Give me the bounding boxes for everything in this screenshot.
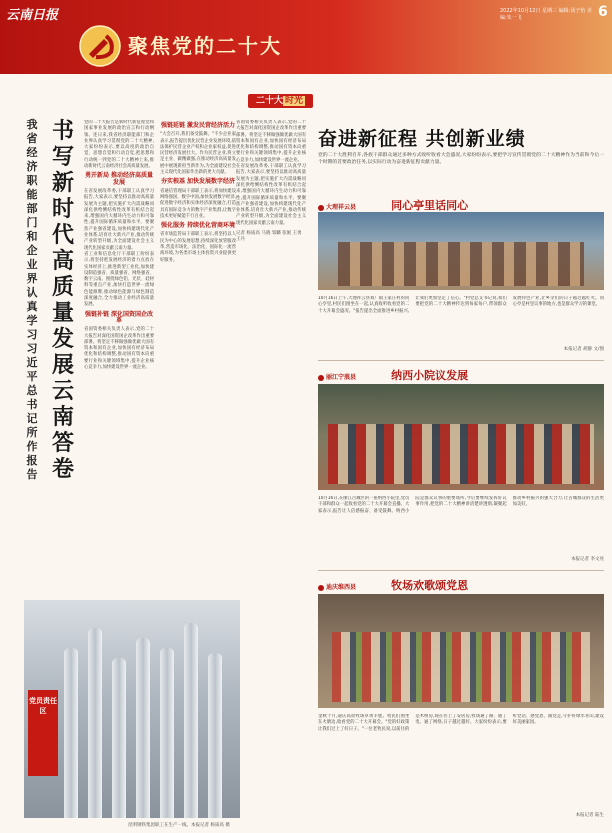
story-text: 10月16日,在丽江古城区的一座纳西小院里,党员干部和群众一起收看党的二十大开幕会直播。大家表示,报告让人倍感振奋、备受鼓舞。纳西小院是群众议事的重要场所,今后要继续发挥好议事作用,把党的二十大精神讲清楚讲透彻,凝聚起推动乡村振兴的强大合力,让古城群众的生活更加美好。	[318, 496, 604, 514]
story-title: 牧场欢歌颂党恩	[391, 579, 469, 592]
location-pin-icon	[318, 375, 324, 381]
article-paragraph: 省工业和信息化厅干部职工纷纷表示,将坚持把发展经济的着力点放在实体经济上,推进新型工业化,加快建设制造强省、质量强省、网络强省、数字云南。围绕绿色铝、光伏、硅材料等重点产业,加快打造世界一流绿色能源牌,推动绿色能源与绿色制造深度融合,全力推动工业经济高质量发展。	[84, 251, 154, 308]
article-column-1	[84, 120, 154, 590]
story-byline: 本报记者 李文亮	[571, 557, 604, 562]
article-paragraph: 省国资委相关负责人表示,党的二十大报告对深化国资国企改革作出重要部署。将坚定不移做强做优做大国有资本和国有企业,加快国有经济布局优化和结构调整,推动国有资本向重要行业和关键领域集中,提升企业核心竞争力,加快建设世界一流企业。	[236, 120, 306, 163]
story-location: 大理祥云县	[318, 204, 356, 211]
right-intro: 党的二十大胜利召开,各族干部群众通过多种方式收听收看大会盛况,大家纷纷表示,要把学习宣传贯彻党的二十大精神作为当前和今后一个时期的首要政治任务,以实际行动为奋进新征程贡献力量。	[318, 153, 604, 165]
article-subheading: 强链延链 激发民营经济活力	[160, 122, 236, 129]
article-paragraph: 省市场监管局干部职工表示,将坚持以人民为中心的发展思想,持续深化放管服改革,营造市场化、法治化、国际化一流营商环境,为各类市场主体投资兴业提供更好服务。	[160, 232, 236, 263]
story-byline: 本报记者 陆生	[575, 813, 604, 818]
location-pin-icon	[318, 585, 324, 591]
page-number: 6	[598, 4, 608, 20]
article-headline: 书写新时代高质量发展云南答卷	[51, 118, 74, 482]
story-location: 迪庆维西县	[318, 584, 356, 591]
right-headline: 奋进新征程 共创新业绩	[318, 128, 526, 150]
story-title: 同心亭里话同心	[391, 199, 469, 212]
article-subtitle: 我省经济职能部门和企业界认真学习习近平总书记所作报告	[26, 118, 38, 481]
photo-caption: 昆明钢铁集团职工在生产一线。本报记者 杨质高 摄	[128, 823, 230, 828]
story-location: 丽江宁蒗县	[318, 374, 356, 381]
article-paragraph: 省国资委相关负责人表示,党的二十大报告对深化国资国企改革作出重要部署。将坚定不移做强做优做大国有资本和国有企业,加快国有经济布局优化和结构调整,推动国有资本向重要行业和关键领域集中,提升企业核心竞争力,加快建设世界一流企业。	[84, 327, 154, 370]
story-photo	[318, 594, 604, 708]
article-byline: 记者 杨质高 马晓 邹麟 张妮 王勇 王丹	[236, 231, 302, 243]
date-line: 2022年10月12日 星期三 编辑:汤子怡 美编:朱一飞	[500, 8, 592, 21]
newspaper-logo: 云南日报	[6, 8, 59, 23]
story-title: 纳西小院议发展	[391, 369, 469, 382]
divider	[318, 360, 604, 361]
article-column-2	[160, 120, 236, 590]
story-header	[318, 574, 604, 590]
divider	[318, 570, 604, 571]
article-subheading: 强化服务 持续优化营商环境	[160, 222, 236, 230]
story-photo	[318, 212, 604, 290]
article-subheading: 强链补链 深化国资国企改革	[84, 310, 154, 324]
column-label-prefix: 二十大	[256, 96, 284, 106]
location-pin-icon	[318, 205, 324, 211]
column-label	[248, 94, 313, 108]
story-text: 10月16日上午,大理祥云县刘厂镇王家庄村的同心亭里,村民们围坐在一起,认真收听收看党的二十大开幕会盛况。"报告提出全面推进乡村振兴,让我们更加坚定了信心。"村党总支书记说,我们要把党的二十大精神传达到每家每户,带领群众发展特色产业,让乡亲们的日子越过越红火。同心亭是村里议事的地方,也是群众学习的课堂。	[318, 296, 604, 314]
story-header	[318, 194, 604, 210]
article-paragraph: 党的二十大报告是新时代新征程党和国家事业发展的政治宣言和行动纲领。连日来,我省经济职能部门和企业界认真学习贯彻党的二十大精神,大家纷纷表示,要以高度的政治自觉、思想自觉和行动自觉,把思想和行动统一到党的二十大精神上来,推动新时代云南经济社会高质量发展。	[84, 120, 154, 170]
story-photo	[318, 384, 604, 490]
photo-sign: 党员责任区	[28, 690, 58, 776]
story-text: 金秋十月,迪庆高原牧场草黄羊肥。牧民们围坐在火塘边,收看党的二十大开幕会。"党的好政策让我们过上了好日子。"一位老牧民说,以前住的是木楞房,现在住上了安居房,牧场通了路、通了电、通了网络,日子越过越好。大家纷纷表示,要听党话、感党恩、跟党走,守护好绿水青山,建设好美丽家园。	[318, 714, 604, 732]
article-paragraph: "大会召开,我们备受鼓舞。"不少企业家表示,报告提出优化民营企业发展环境,依法保护民营企业产权和企业家权益,促进民营经济发展壮大。作为民营企业,将立足主业、做精做强,在推动经济高质量发展中展现新担当新作为,为全面建设社会主义现代化国家作出新的更大贡献。	[160, 132, 236, 176]
article-paragraph: 在省发展改革委,干部职工认真学习报告,大家表示,要坚持以推动高质量发展为主题,把实施扩大内需战略同深化供给侧结构性改革有机结合起来,增强国内大循环内生动力和可靠性,提升国际循环质量和水平。要聚焦产业强省建设,加快构建现代化产业体系,培育壮大新兴产业,推动传统产业转型升级,为全面建设社会主义现代化国家贡献云南力量。	[84, 188, 154, 251]
article-paragraph: 省通信管理局干部职工表示,将加快建设网络强国、数字中国,加快发展数字经济,促进数字经济和实体经济深度融合,打造具有国际竞争力的数字产业集群,让数字技术更好赋能千行百业。	[160, 188, 236, 219]
article-subheading: 勇开新局 推动经济高质量发展	[84, 172, 154, 186]
article-subheading: 夯实根基 加快发展数字经济	[160, 178, 236, 186]
story-header	[318, 364, 604, 380]
party-emblem-icon	[78, 24, 122, 68]
article-paragraph: 在省发展改革委,干部职工认真学习报告,大家表示,要坚持以推动高质量发展为主题,把实施扩大内需战略同深化供给侧结构性改革有机结合起来,增强国内大循环内生动力和可靠性,提升国际循环质量和水平。要聚焦产业强省建设,加快构建现代化产业体系,培育壮大新兴产业,推动传统产业转型升级,为全面建设社会主义现代化国家贡献云南力量。	[236, 164, 306, 226]
section-title: 聚焦党的二十大	[128, 34, 282, 58]
story-byline: 本报记者 胡静 文/图	[563, 347, 604, 352]
article-column-3	[236, 120, 306, 590]
column-label-highlight: 时光	[285, 96, 304, 106]
